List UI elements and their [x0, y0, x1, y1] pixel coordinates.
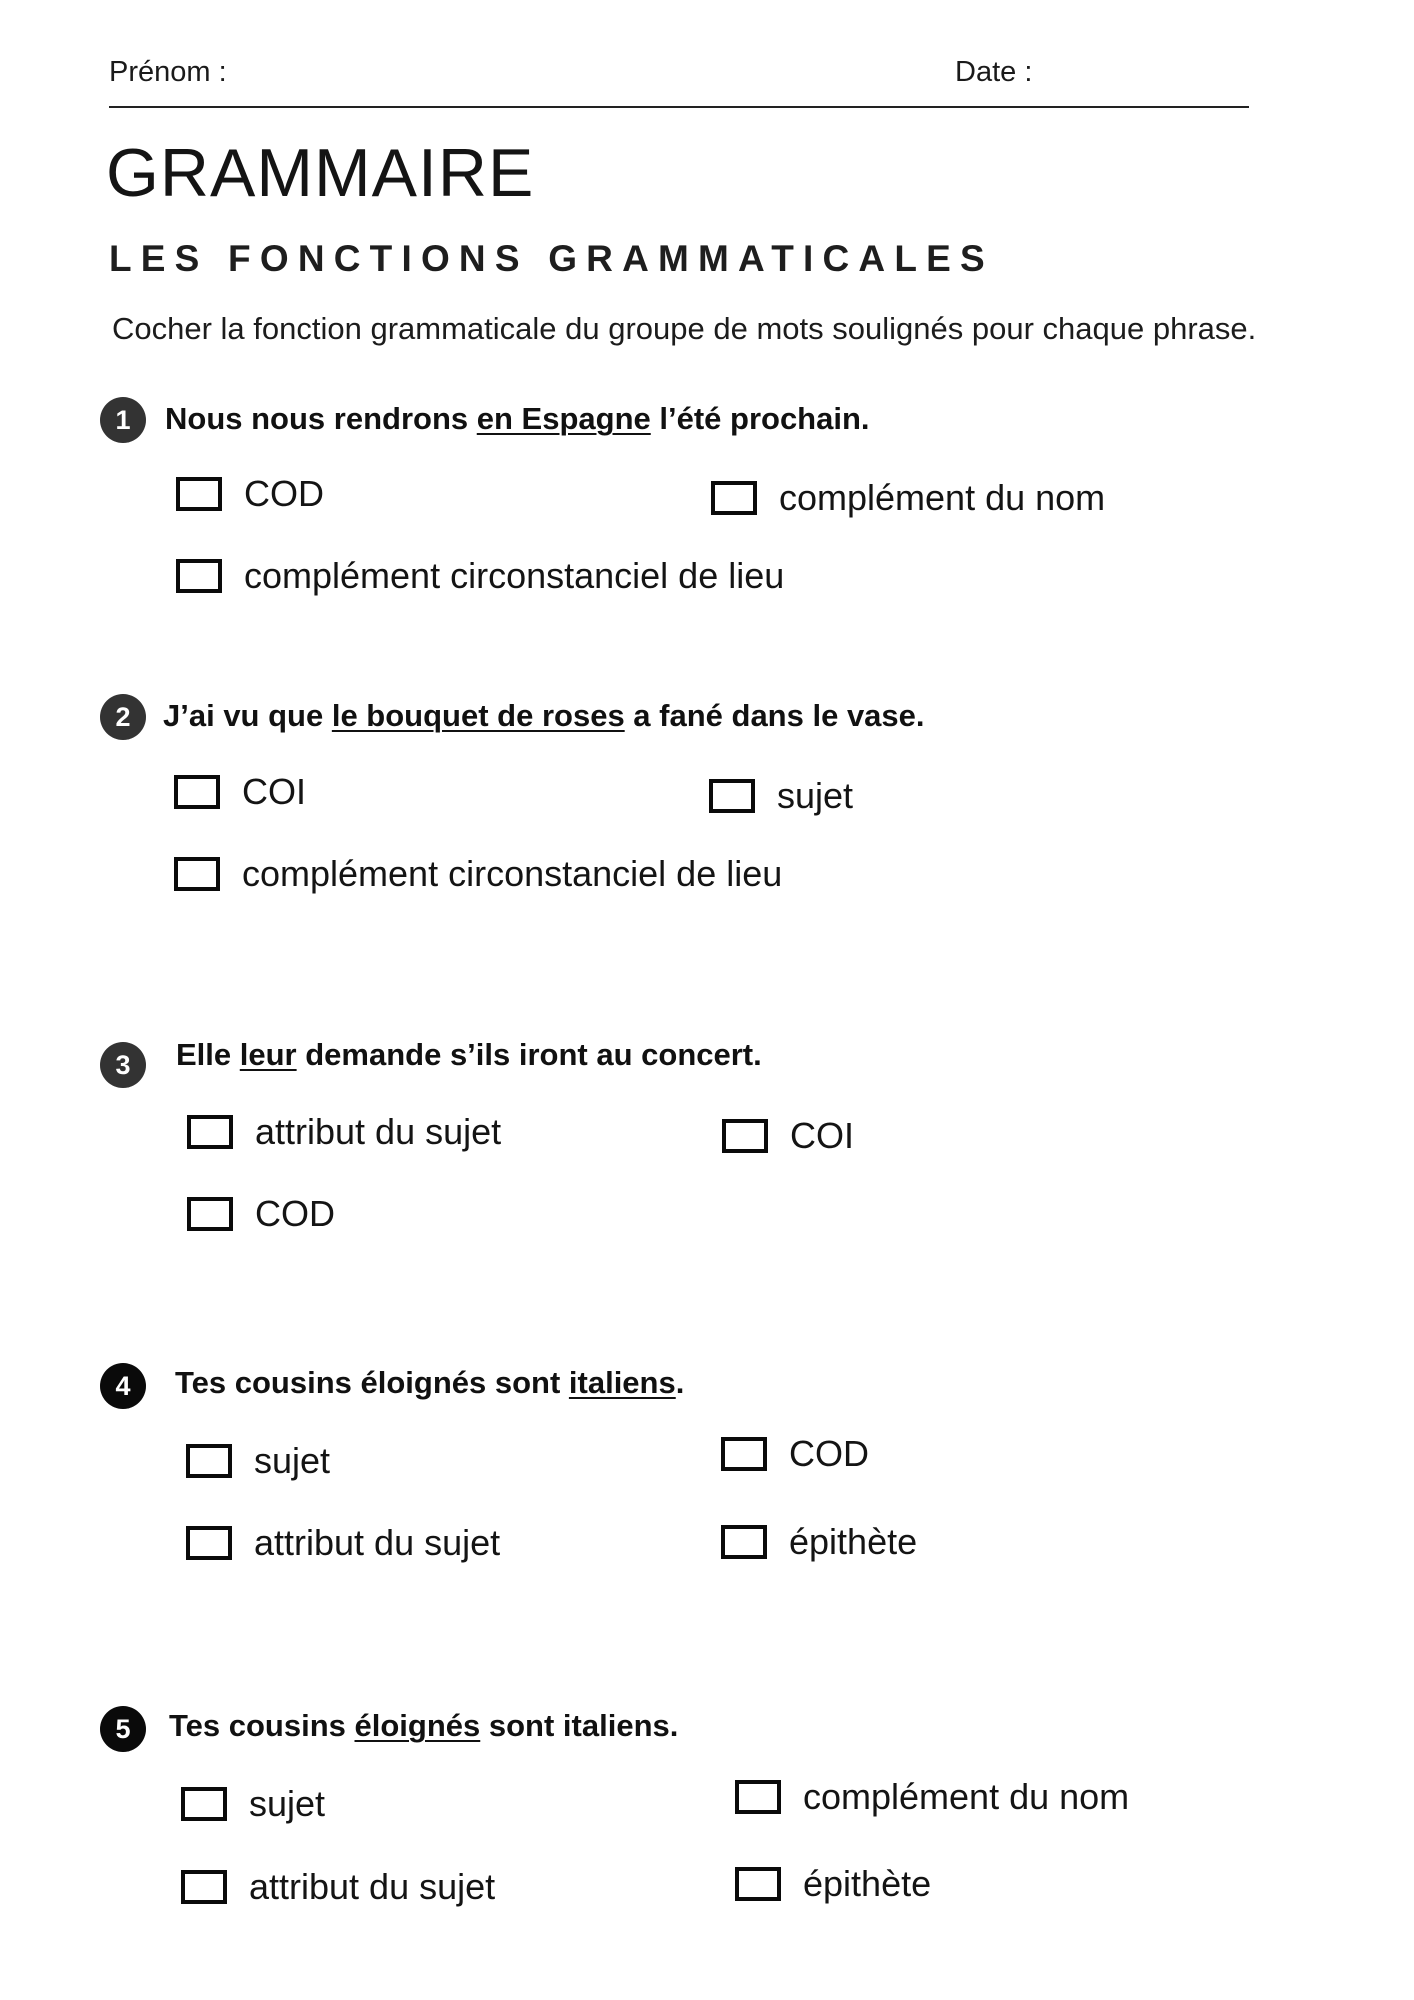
checkbox[interactable] [721, 1437, 767, 1471]
sentence-after: . [675, 1365, 685, 1400]
option-label: attribut du sujet [249, 1866, 496, 1907]
option-checkbox[interactable] [735, 1776, 1130, 1817]
name-date-line[interactable] [109, 106, 1249, 108]
sentence-after: a fané dans le vase. [624, 698, 925, 733]
option-label: attribut du sujet [254, 1522, 501, 1563]
checkbox[interactable] [187, 1197, 233, 1231]
option-checkbox[interactable] [186, 1440, 331, 1481]
option-label: complément du nom [803, 1776, 1130, 1817]
checkbox[interactable] [186, 1444, 232, 1478]
question-number-badge: 3 [100, 1042, 146, 1088]
checkbox[interactable] [722, 1119, 768, 1153]
sentence-before: Elle [176, 1037, 240, 1072]
option-checkbox[interactable] [187, 1193, 335, 1234]
sentence-before: Nous nous rendrons [165, 401, 477, 436]
question-sentence [176, 1037, 762, 1073]
question-number-badge: 4 [100, 1363, 146, 1409]
option-label: COI [790, 1115, 855, 1156]
date-label: Date : [955, 56, 1033, 88]
prenom-label: Prénom : [109, 56, 227, 88]
checkbox[interactable] [186, 1526, 232, 1560]
option-checkbox[interactable] [176, 555, 785, 596]
option-label: COD [244, 473, 324, 514]
option-checkbox[interactable] [174, 771, 307, 812]
question-sentence [163, 698, 925, 734]
option-checkbox[interactable] [735, 1863, 932, 1904]
checkbox[interactable] [181, 1787, 227, 1821]
sentence-before: Tes cousins éloignés sont [175, 1365, 569, 1400]
option-label: épithète [789, 1521, 918, 1562]
underlined-group: éloignés [354, 1708, 481, 1743]
option-label: COI [242, 771, 307, 812]
option-checkbox[interactable] [181, 1783, 326, 1824]
option-checkbox[interactable] [709, 775, 854, 816]
sentence-before: Tes cousins [169, 1708, 355, 1743]
option-label: sujet [254, 1440, 331, 1481]
option-checkbox[interactable] [181, 1866, 496, 1907]
checkbox[interactable] [174, 775, 220, 809]
underlined-group: leur [239, 1037, 297, 1072]
sentence-before: J’ai vu que [163, 698, 332, 733]
checkbox[interactable] [176, 477, 222, 511]
question-number-badge: 2 [100, 694, 146, 740]
option-label: COD [789, 1433, 869, 1474]
checkbox[interactable] [181, 1870, 227, 1904]
page-title: GRAMMAIRE [106, 135, 535, 211]
sentence-after: sont italiens. [480, 1708, 679, 1743]
question-sentence [165, 401, 870, 437]
sentence-after: l’été prochain. [650, 401, 870, 436]
underlined-group: en Espagne [476, 401, 651, 436]
question-sentence [169, 1708, 678, 1744]
option-label: sujet [249, 1783, 326, 1824]
option-checkbox[interactable] [176, 473, 324, 514]
checkbox[interactable] [176, 559, 222, 593]
question-sentence [175, 1365, 684, 1401]
option-label: attribut du sujet [255, 1111, 502, 1152]
checkbox[interactable] [735, 1780, 781, 1814]
option-label: COD [255, 1193, 335, 1234]
question-number-badge: 5 [100, 1706, 146, 1752]
option-label: épithète [803, 1863, 932, 1904]
option-checkbox[interactable] [722, 1115, 855, 1156]
checkbox[interactable] [187, 1115, 233, 1149]
option-checkbox[interactable] [187, 1111, 502, 1152]
sentence-after: demande s’ils iront au concert. [296, 1037, 762, 1072]
option-checkbox[interactable] [721, 1521, 918, 1562]
option-label: complément du nom [779, 477, 1106, 518]
option-checkbox[interactable] [174, 853, 783, 894]
underlined-group: italiens [568, 1365, 676, 1400]
option-checkbox[interactable] [186, 1522, 501, 1563]
instruction-text: Cocher la fonction grammaticale du groupe de mots soulignés pour chaque phrase. [112, 311, 1257, 346]
checkbox[interactable] [711, 481, 757, 515]
page-subtitle: LES FONCTIONS GRAMMATICALES [109, 238, 994, 279]
checkbox[interactable] [735, 1867, 781, 1901]
option-label: complément circonstanciel de lieu [242, 853, 783, 894]
option-label: sujet [777, 775, 854, 816]
checkbox[interactable] [174, 857, 220, 891]
option-checkbox[interactable] [721, 1433, 869, 1474]
checkbox[interactable] [709, 779, 755, 813]
checkbox[interactable] [721, 1525, 767, 1559]
option-label: complément circonstanciel de lieu [244, 555, 785, 596]
question-number-badge: 1 [100, 397, 146, 443]
underlined-group: le bouquet de roses [331, 698, 625, 733]
option-checkbox[interactable] [711, 477, 1106, 518]
